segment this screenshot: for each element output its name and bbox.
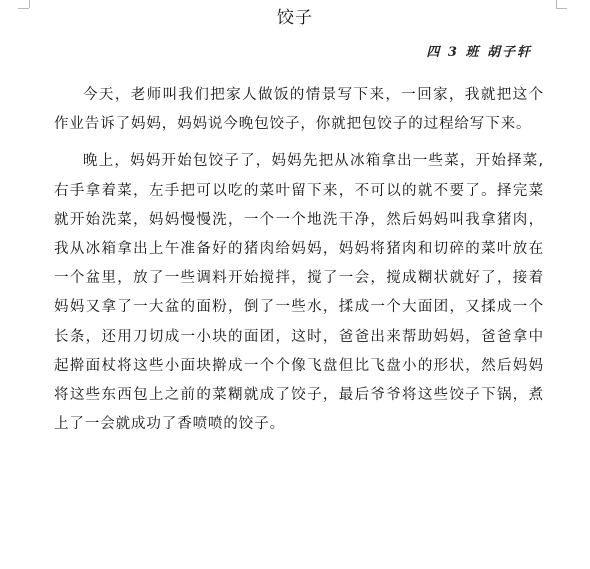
paragraph: 晚上，妈妈开始包饺子了，妈妈先把从冰箱拿出一些菜，开始择菜,右手拿着菜，左手把可以吃的菜叶留下来，不可以的就不要了。择完菜就开始洗菜，妈妈慢慢洗，一个一个地洗干净，然后妈妈叫我拿猪肉，我从冰箱拿出上午准备好的猪肉给妈妈，妈妈将猪肉和切碎的菜叶放在一个盆里，放了一些调料开始搅拌，搅了一会，搅成糊状就好了，接着妈妈又拿了一大盆的面粉，倒了一些水，揉成一个大面团，又揉成一个长条，还用刀切成一小块的面团，这时，爸爸出来帮助妈妈，爸爸拿中起擀面杖将这些小面块擀成一个个像飞盘但比飞盘小的形状，然后妈妈将这些东西包上之前的菜糊就成了饺子，最后爷爷将这些饺子下锅，煮上了一会就成功了香喷喷的饺子。: [54, 153, 544, 433]
author-line: 四 3 班 胡子轩: [426, 45, 532, 60]
document-title: 饺子: [277, 8, 313, 28]
document-body: [54, 81, 544, 439]
paragraph: 今天，老师叫我们把家人做饭的情景写下来，一回家，我就把这个作业告诉了妈妈，妈妈说今晚包饺子，你就把包饺子的过程给写下来。: [54, 87, 544, 133]
